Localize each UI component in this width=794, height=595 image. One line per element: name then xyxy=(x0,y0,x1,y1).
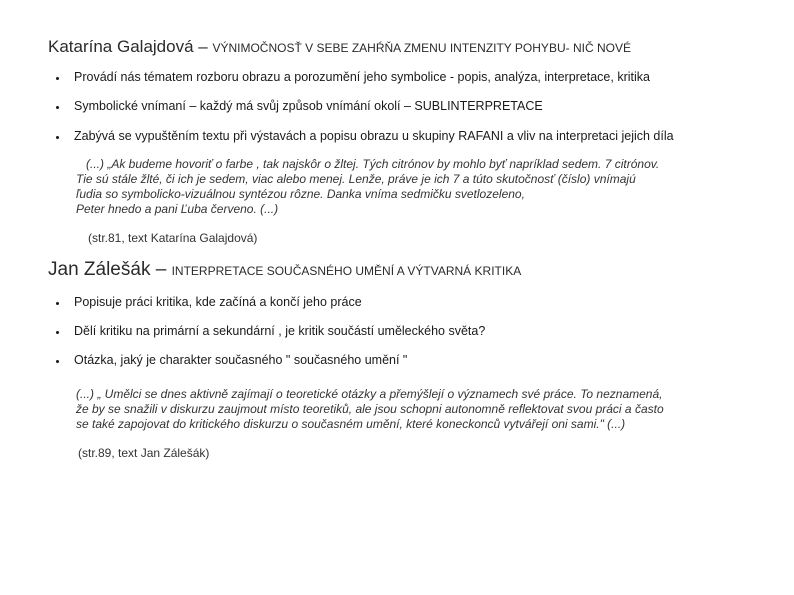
bullet-text: Popisuje práci kritika, kde začíná a končí jeho práce xyxy=(74,295,362,309)
quote-line: ľudia so symbolicko-vizuálnou syntézou rôzne. Danka vníma sedmičku svetlozeleno, xyxy=(76,187,525,201)
bullet-dot-icon xyxy=(56,77,59,80)
quote-line: se také zapojovat do kritického diskurzu o současném umění, které koneckonců vytvářejí oni sami." (...) xyxy=(76,417,626,431)
quote-line: že by se snažili v diskurzu zaujmout místo teoretiků, ale jsou schopni autonomně reflektovat svou práci a často xyxy=(76,402,664,416)
section-2-heading xyxy=(48,259,521,281)
section-2-subtitle: INTERPRETACE SOUČASNÉHO UMĚNÍ A VÝTVARNÁ KRITIKA xyxy=(171,264,522,278)
bullet-text: Dělí kritiku na primární a sekundární , je kritik součástí uměleckého světa? xyxy=(74,324,486,338)
quote-line: (...) „Ak budeme hovoriť o farbe , tak najskôr o žltej. Tých citrónov by mohlo byť napríklad sedem. 7 citrónov. xyxy=(86,157,660,171)
quote-line: Tie sú stále žlté, či ich je sedem, viac alebo menej. Lenže, práve je ich 7 a túto skutočnosť (číslo) vnímajú xyxy=(76,172,636,186)
section-1-heading xyxy=(48,37,631,57)
section-1-dash: – xyxy=(193,37,213,56)
bullet-dot-icon xyxy=(56,360,59,363)
bullet-dot-icon xyxy=(56,331,59,334)
section-2-source: (str.89, text Jan Zálešák) xyxy=(78,446,210,460)
section-2-author: Jan Zálešák xyxy=(48,259,151,280)
section-1-source: (str.81, text Katarína Galajdová) xyxy=(88,231,258,245)
bullet-text: Zabývá se vypuštěním textu při výstavách a popisu obrazu u skupiny RAFANI a vliv na interpretaci jejich díla xyxy=(74,129,674,143)
section-2-quote xyxy=(76,387,664,432)
section-1-author: Katarína Galajdová xyxy=(48,37,194,56)
section-1-quote xyxy=(76,157,659,217)
bullet-text: Otázka, jaký je charakter současného " současného umění " xyxy=(74,353,408,367)
bullet-dot-icon xyxy=(56,106,59,109)
section-1-subtitle: VÝNIMOČNOSŤ V SEBE ZAHŔŇA ZMENU INTENZITY POHYBU- NIČ NOVÉ xyxy=(212,41,631,55)
quote-line: Peter hnedo a pani Ľuba červeno. (...) xyxy=(76,202,279,216)
bullet-dot-icon xyxy=(56,136,59,139)
bullet-dot-icon xyxy=(56,302,59,305)
section-2-dash: – xyxy=(150,259,172,280)
bullet-text: Symbolické vnímaní – každý má svůj způsob vnímání okolí – SUBLINTERPRETACE xyxy=(74,99,543,113)
quote-line: (...) „ Umělci se dnes aktivně zajímají o teoretické otázky a přemýšlejí o významech své práce. To neznamená, xyxy=(76,387,663,401)
bullet-text: Provádí nás tématem rozboru obrazu a porozumění jeho symbolice - popis, analýza, interpretace, kritika xyxy=(74,70,650,84)
